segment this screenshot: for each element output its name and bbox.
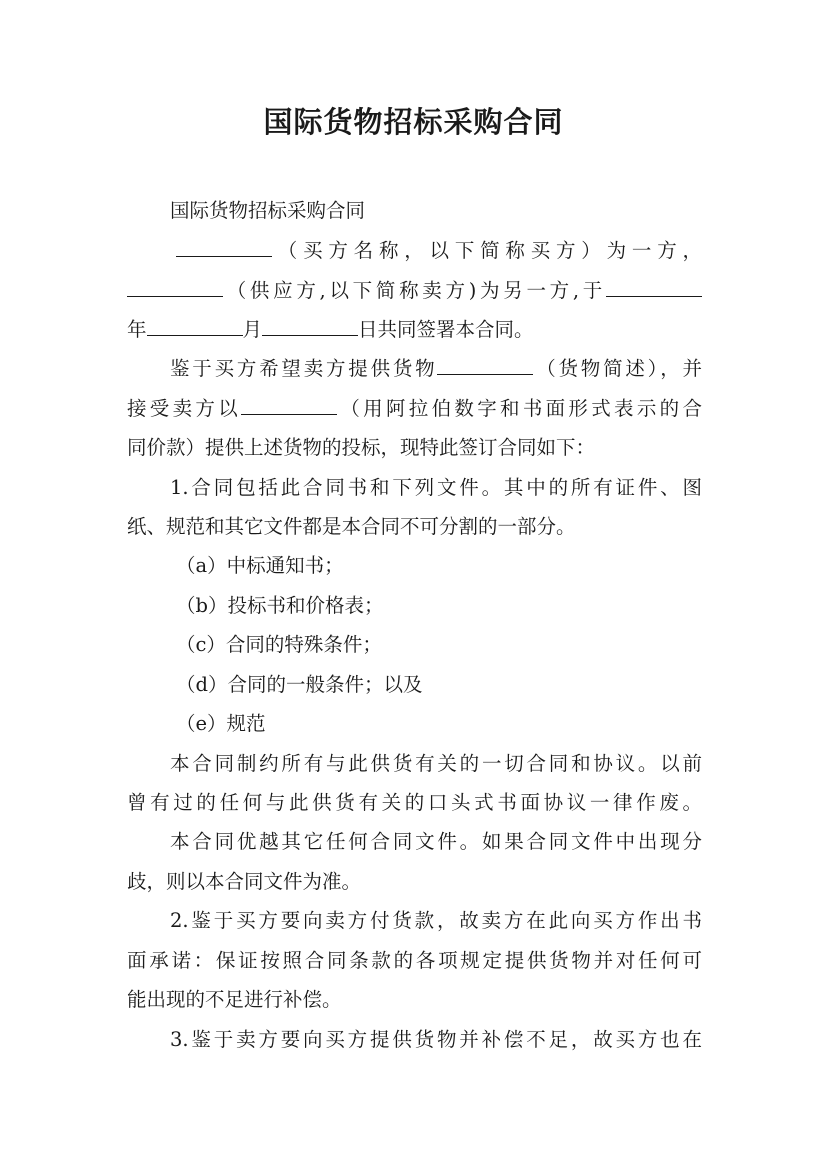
recital-line-2 bbox=[127, 394, 702, 424]
list-item: （c）合同的特殊条件； bbox=[176, 633, 382, 656]
recital-line-2-b: （用阿拉伯数字和书面形式表示的合 bbox=[337, 397, 702, 420]
day-blank bbox=[262, 315, 358, 336]
clause-1-line-2: 纸、规范和其它文件都是本合同不可分割的一部分。 bbox=[127, 515, 576, 538]
recital-line-1-b: （货物简述），并 bbox=[533, 357, 702, 380]
clause-2-line-1: 2.鉴于买方要向卖方付货款，故卖方在此向买方作出书 bbox=[170, 909, 702, 932]
date-day-text: 日共同签署本合同。 bbox=[358, 318, 534, 341]
goods-blank bbox=[437, 354, 533, 375]
recital-line-3: 同价款）提供上述货物的投标，现特此签订合同如下： bbox=[127, 436, 596, 459]
date-month-label: 月 bbox=[242, 318, 263, 341]
seller-name-blank bbox=[127, 276, 223, 297]
recital-line-1 bbox=[170, 354, 702, 384]
place-blank bbox=[606, 276, 702, 297]
supersede-line-1: 本合同制约所有与此供货有关的一切合同和协议。以前 bbox=[170, 752, 702, 775]
list-item: （e）规范 bbox=[176, 712, 266, 735]
clause-1-line-1: 1.合同包括此合同书和下列文件。其中的所有证件、图 bbox=[170, 476, 702, 499]
clause-2-line-3: 能出现的不足进行补偿。 bbox=[127, 988, 342, 1011]
month-blank bbox=[147, 315, 243, 336]
document-subtitle: 国际货物招标采购合同 bbox=[170, 199, 366, 222]
recital-line-2-a: 接受卖方以 bbox=[127, 397, 242, 420]
date-line bbox=[127, 315, 702, 345]
supersede-line-2: 曾有过的任何与此供货有关的口头式书面协议一律作废。 bbox=[127, 791, 702, 814]
document-title: 国际货物招标采购合同 bbox=[263, 105, 564, 139]
clause-3-line-1: 3.鉴于卖方要向买方提供货物并补偿不足，故买方也在 bbox=[170, 1028, 702, 1051]
party-line-2-text: （供应方,以下简称卖方)为另一方,于 bbox=[223, 279, 606, 302]
party-line-2 bbox=[127, 276, 702, 306]
list-item: （a）中标通知书； bbox=[176, 554, 344, 577]
party-line-1 bbox=[176, 236, 702, 266]
buyer-name-blank bbox=[176, 236, 272, 257]
list-item: （d）合同的一般条件；以及 bbox=[176, 673, 423, 696]
priority-line-1: 本合同优越其它任何合同文件。如果合同文件中出现分 bbox=[170, 830, 702, 853]
priority-line-2: 歧，则以本合同文件为准。 bbox=[127, 870, 362, 893]
list-item: （b）投标书和价格表； bbox=[176, 594, 384, 617]
date-year-label: 年 bbox=[127, 318, 147, 341]
clause-2-line-2: 面承诺：保证按照合同条款的各项规定提供货物并对任何可 bbox=[127, 949, 702, 972]
party-line-1-text: （买方名称，以下简称买方）为一方， bbox=[272, 239, 702, 262]
recital-line-1-a: 鉴于买方希望卖方提供货物 bbox=[170, 357, 438, 380]
price-blank bbox=[241, 394, 337, 415]
